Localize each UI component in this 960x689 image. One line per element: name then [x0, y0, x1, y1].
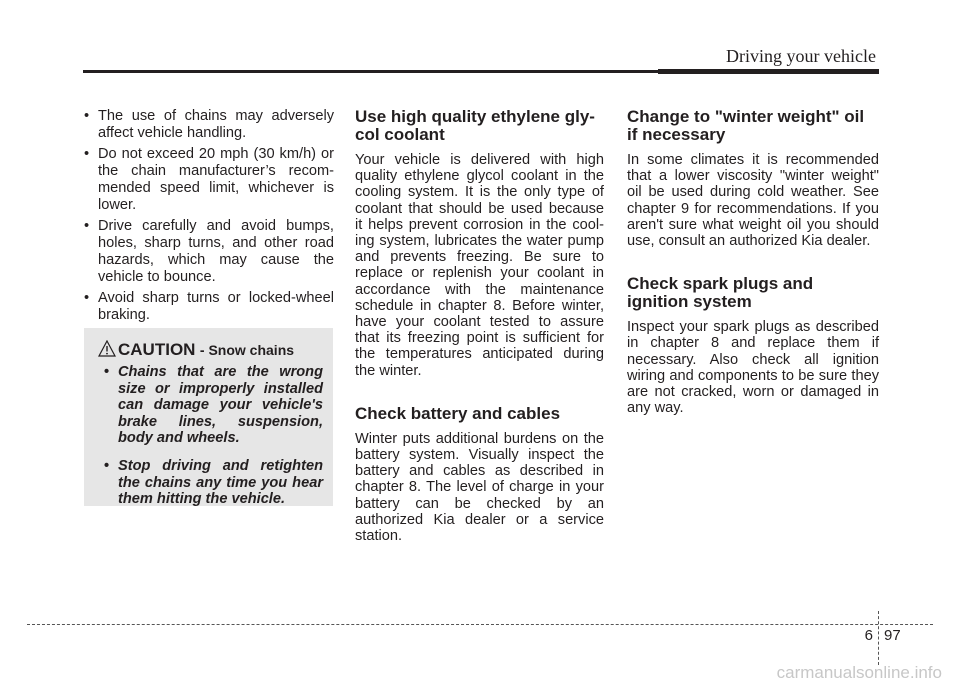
page-number: 97	[884, 627, 901, 644]
caution-heading	[118, 340, 294, 360]
coolant-heading: Use high quality ethylene gly-col coolant	[355, 107, 595, 144]
spark-plugs-heading: Check spark plugs and ignition system	[627, 274, 814, 312]
header-rule-accent	[658, 69, 879, 74]
section-title: Driving your vehicle	[726, 46, 876, 66]
oil-body: In some climates it is recommended that a lower viscosity "winter weight" oil be used during cold weather. See chapter 9 for recommendations. If you aren't sure what weight oil you should use, consult an authorized Kia dealer.	[627, 152, 879, 250]
chain-bullet-list	[84, 108, 334, 324]
list-item: • Do not exceed 20 mph (30 km/h) or the chain manufacturer’s recom-mended speed limit, whichever is lower.	[84, 146, 334, 214]
watermark: carmanualsonline.info	[776, 663, 942, 682]
chapter-number: 6	[864, 627, 873, 644]
column-middle	[355, 108, 604, 570]
warning-triangle-icon	[98, 340, 116, 357]
spark-plugs-body: Inspect your spark plugs as described in chapter 8 and replace them if necessary. Also check all ignition wiring and components to be sure they are not cracked, worn or damaged in any way.	[627, 319, 879, 417]
caution-item: • Stop driving and retighten the chains any time you hear them hitting the vehicle.	[98, 458, 323, 508]
caution-box	[84, 328, 333, 506]
coolant-body: Your vehicle is delivered with high quality ethylene glycol coolant in the cooling system. It is the only type of coolant that should be used because it helps prevent corrosion in the cool-ing system, lubricates the water pump and prevents freezing. Be sure to replace or replenish your coolant in accordance with the maintenance schedule in chapter 8. Before winter, have your coolant tested to assure that its freezing point is sufficient for the temperatures anticipated during the winter.	[355, 152, 604, 379]
battery-body: Winter puts additional burdens on the battery system. Visually inspect the battery and cables as described in chapter 8. The level of charge in your battery can be checked by an authorized Kia dealer or a service station.	[355, 430, 604, 545]
oil-heading: Change to "winter weight" oil if necessary	[627, 107, 865, 144]
caution-label: CAUTION	[118, 340, 196, 359]
list-item: • The use of chains may adversely affect vehicle handling.	[84, 108, 334, 142]
footer-divider	[878, 611, 879, 665]
footer-rule	[27, 624, 933, 625]
list-item: • Avoid sharp turns or locked-wheel braking.	[84, 290, 334, 324]
column-right	[627, 108, 879, 442]
column-left	[84, 108, 334, 328]
list-item: • Drive carefully and avoid bumps, holes, sharp turns, and other road hazards, which may cause the vehicle to bounce.	[84, 218, 334, 286]
battery-heading: Check battery and cables	[355, 403, 561, 423]
caution-list	[98, 364, 323, 519]
caution-item: • Chains that are the wrong size or improperly installed can damage your vehicle's brake lines, suspension, body and wheels.	[98, 364, 323, 447]
caution-subtitle: - Snow chains	[199, 342, 295, 358]
